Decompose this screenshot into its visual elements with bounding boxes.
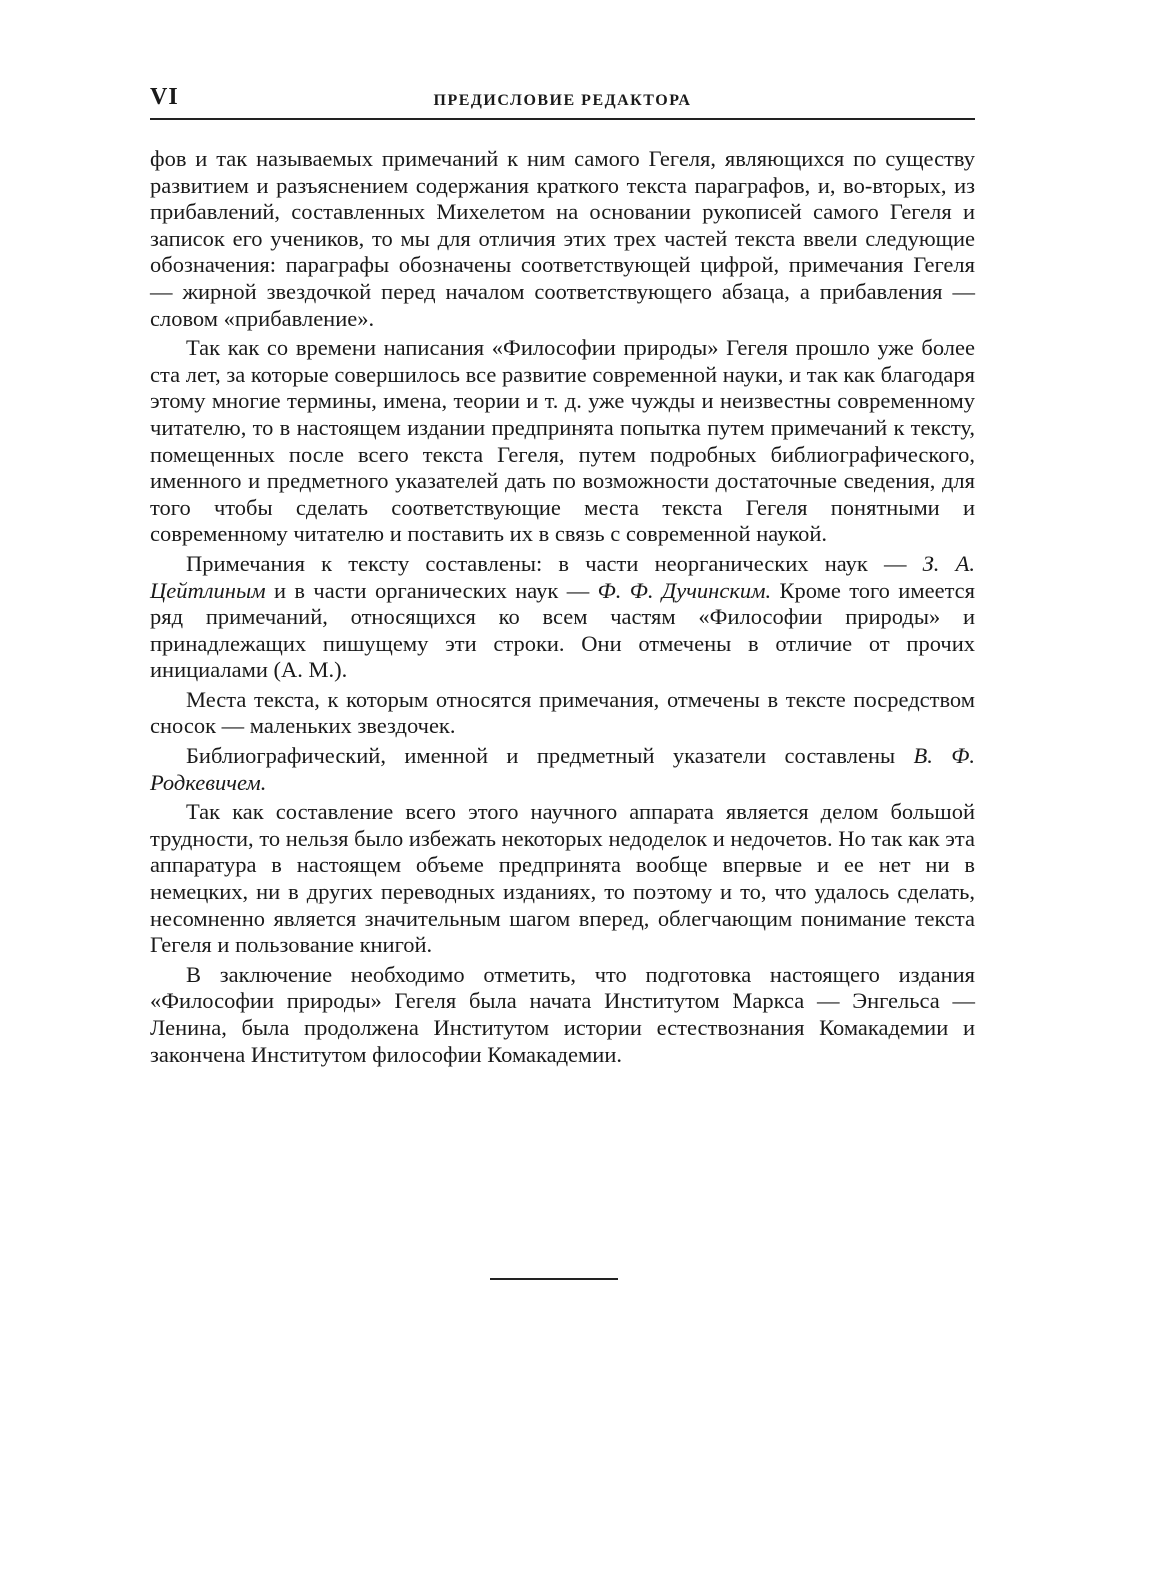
paragraph: Так как со времени написания «Философии природы» Гегеля прошло уже более ста лет, за которые совершилось все развитие современной науки, и так как благодаря этому многие термины, имена, теории и т. д. уже чужды и неизвестны современному читателю, то в настоящем издании предпринята попытка путем примечаний к тексту, помещенных после всего текста Гегеля, путем подробных библиографического, именного и предметного указателей дать по возможности достаточные сведения, для того чтобы сделать соответствующие места текста Гегеля понятными и современному читателю и поставить их в связь с современной наукой. xyxy=(150,335,975,547)
author-name: Ф. Ф. Дучинским. xyxy=(597,577,772,603)
body-text xyxy=(150,146,975,1068)
author-name: В. Ф. Родкевичем. xyxy=(150,743,976,795)
running-title: ПРЕДИСЛОВИЕ РЕДАКТОРА xyxy=(433,92,692,109)
paragraph-continued: фов и так называемых примечаний к ним самого Гегеля, являющихся по существу развитием и разъяснением содержания краткого текста параграфов, и, во-вторых, из прибавлений, составленных Михелетом на основании рукописей самого Гегеля и записок его учеников, то мы для отличия этих трех частей текста ввели следующие обозначения: параграфы обозначены соответствующей цифрой, примечания Гегеля — жирной звездочкой перед началом соответствующего абзаца, а прибавления — словом «прибавление». xyxy=(150,146,975,331)
page-header xyxy=(150,78,975,120)
author-name: З. А. Цейтлиным xyxy=(150,550,975,603)
paragraph-text: и в части органических наук — xyxy=(273,577,590,603)
paragraph-notes-authors xyxy=(150,551,975,684)
paragraph-text: Кроме того имеется ряд примечаний, относящихся ко всем частям «Философии природы» и принадлежащих пишущему эти строки. Они отмечены в отличие от прочих инициалами (А. М.). xyxy=(150,577,976,683)
document-page xyxy=(150,78,975,1071)
paragraph-conclusion: В заключение необходимо отметить, что подготовка настоящего издания «Философии природы» Гегеля была начата Институтом Маркса — Энгельса — Ленина, была продолжена Институтом истории естествознания Комакадемии и закончена Институтом философии Комакадемии. xyxy=(150,961,975,1067)
paragraph: Так как составление всего этого научного аппарата является делом большой трудности, то нельзя было избежать некоторых недоделок и недочетов. Но так как эта аппаратура в настоящем объеме предпринята вообще впервые и ее нет ни в немецких, ни в других переводных изданиях, то поэтому и то, что удалось сделать, несомненно является значительным шагом вперед, облегчающим понимание текста Гегеля и пользование книгой. xyxy=(150,799,975,958)
page-number: VI xyxy=(150,84,179,110)
paragraph-index-author xyxy=(150,743,975,796)
end-rule xyxy=(490,1278,618,1280)
paragraph-text: Библиографический, именной и предметный указатели составлены xyxy=(186,743,896,769)
paragraph: Места текста, к которым относятся примечания, отмечены в тексте посредством сносок — маленьких звездочек. xyxy=(150,686,975,739)
paragraph-text: Примечания к тексту составлены: в части неорганических наук — xyxy=(186,550,907,576)
